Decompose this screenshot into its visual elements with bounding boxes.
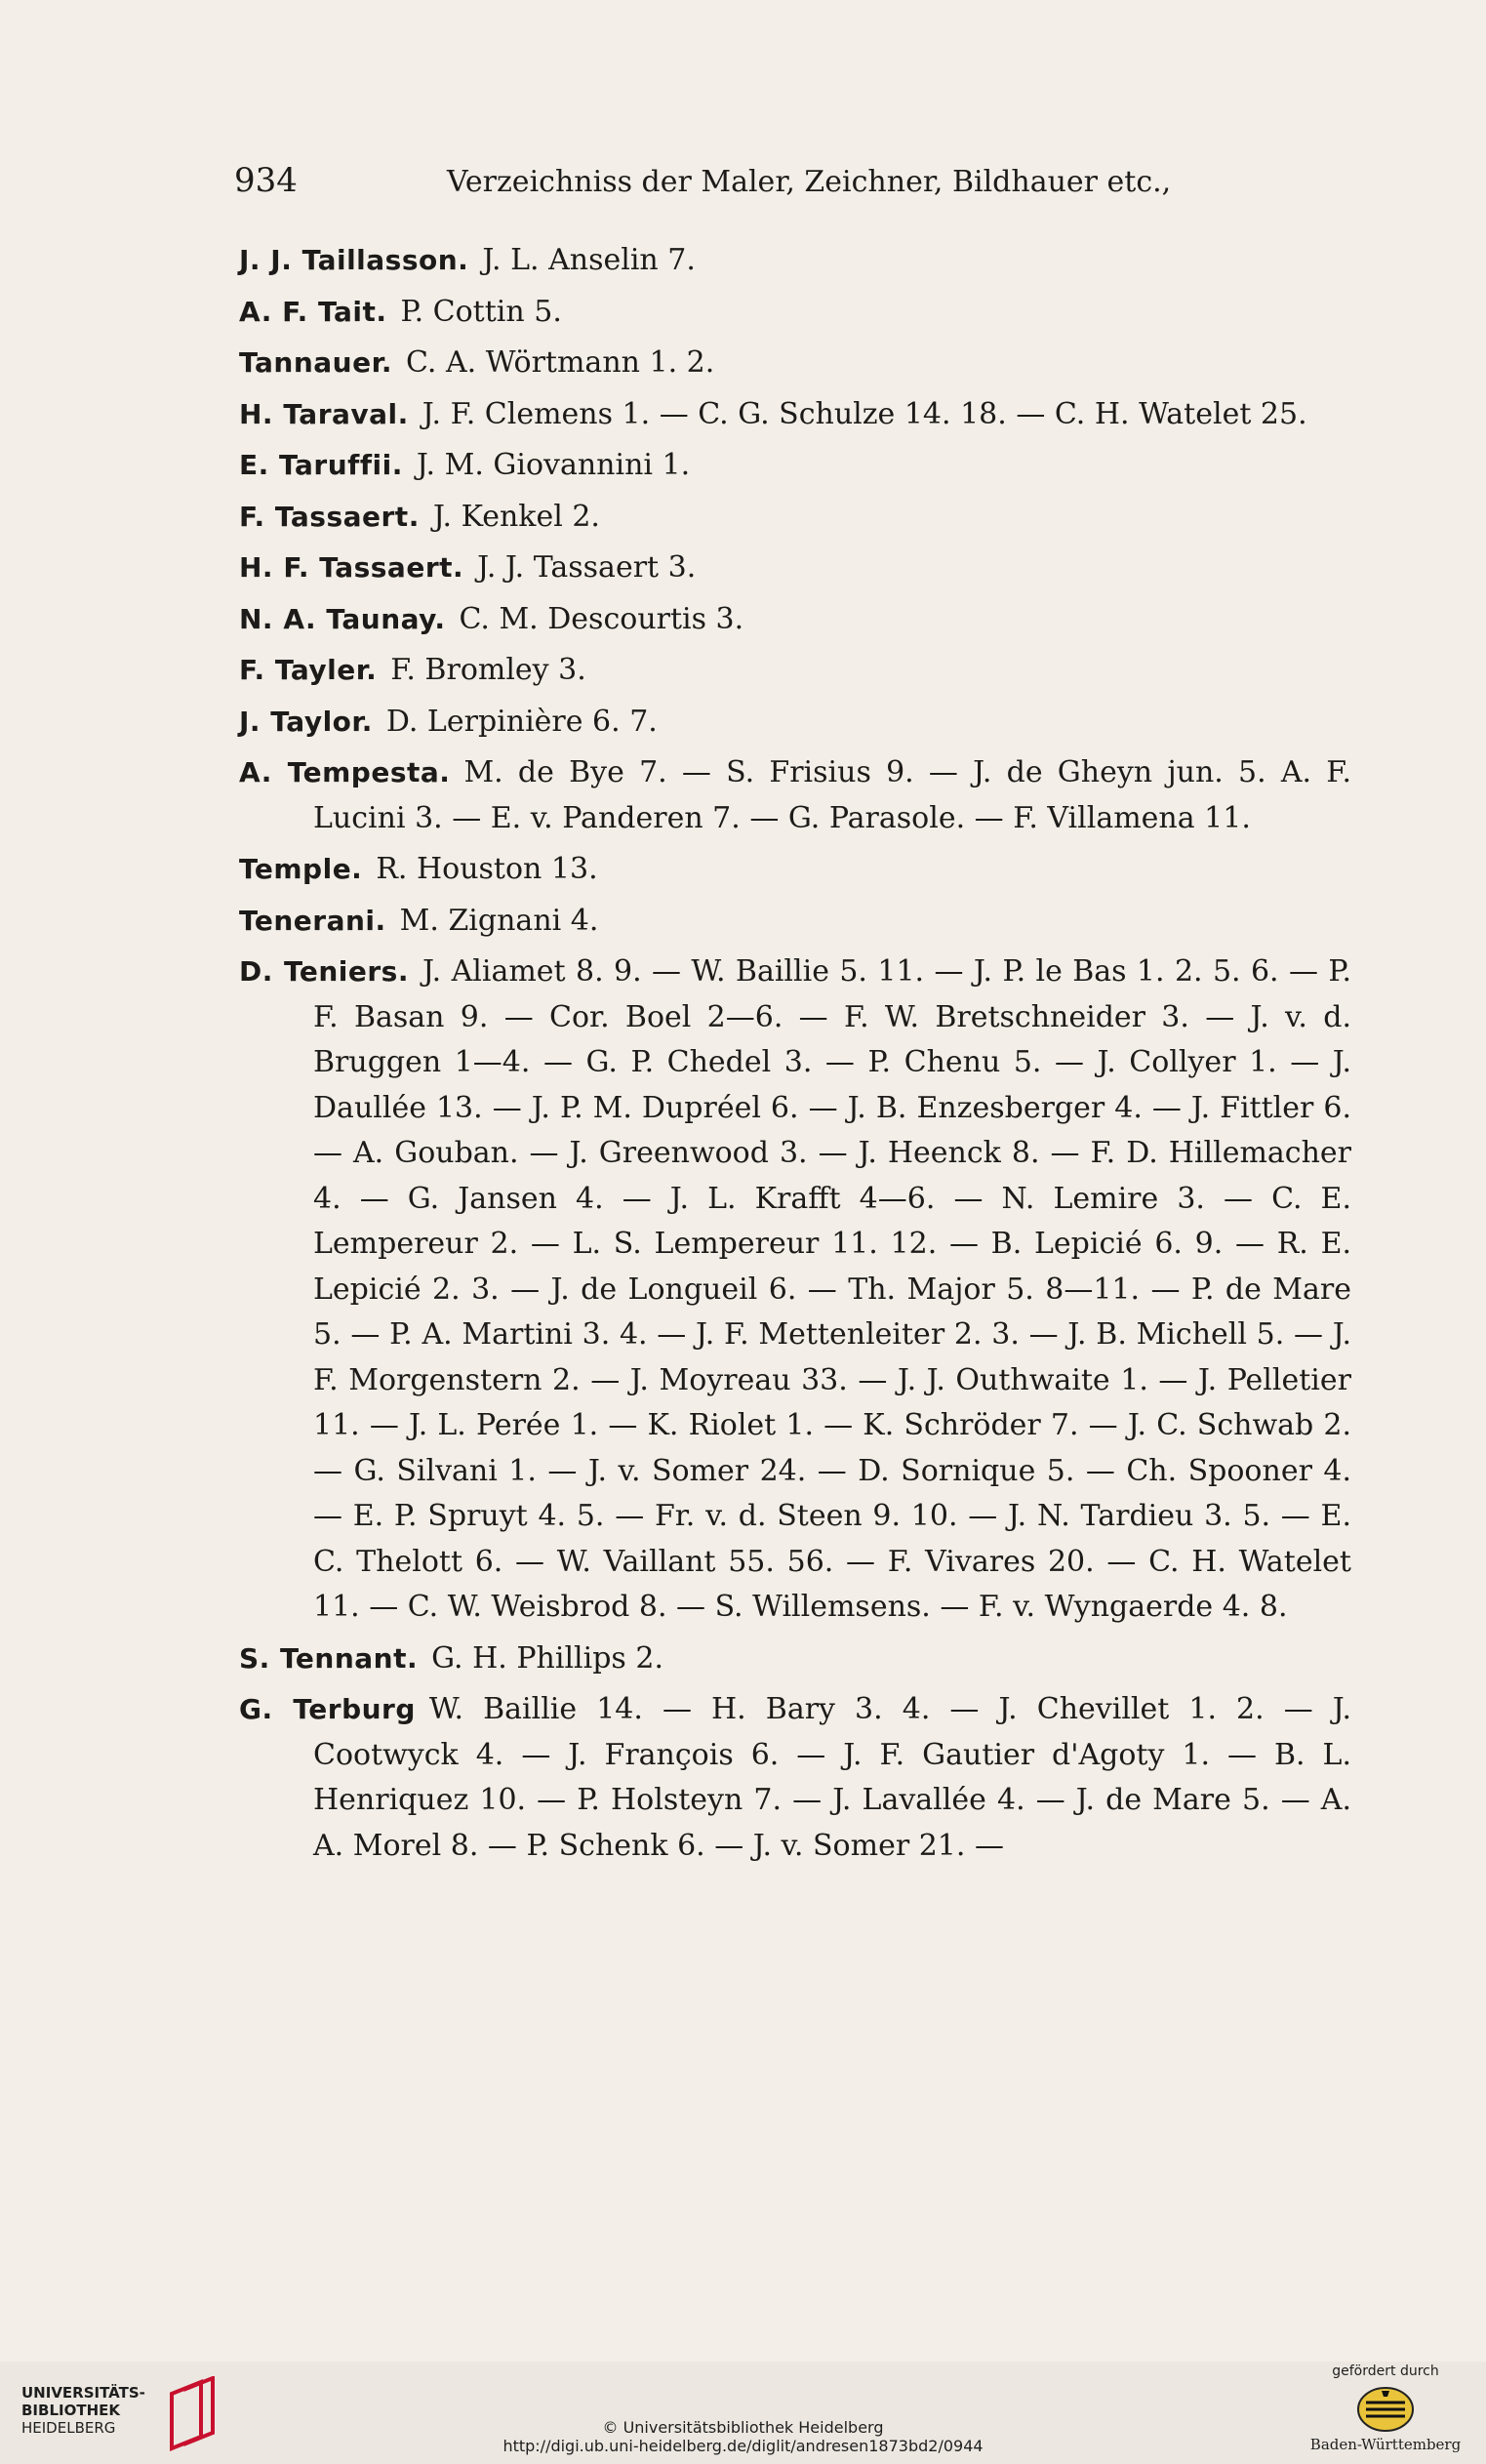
engraver-references: R. Houston 13. — [376, 852, 598, 886]
engraver-references: C. M. Descourtis 3. — [459, 601, 744, 636]
artist-index-list — [239, 238, 1351, 1875]
index-entry — [239, 1687, 1351, 1869]
index-entry — [239, 648, 1351, 694]
permalink-url[interactable]: http://digi.ub.uni-heidelberg.de/diglit/andresen1873bd2/0944 — [502, 2437, 984, 2455]
index-entry — [239, 847, 1351, 893]
engraver-references: J. Kenkel 2. — [432, 499, 600, 534]
artist-name: F. Tassaert. — [239, 500, 420, 533]
funding-notice — [1298, 2363, 1473, 2461]
library-name-line2: BIBLIOTHEK — [21, 2402, 120, 2419]
running-title: Verzeichniss der Maler, Zeichner, Bildhauer etc., — [447, 165, 1172, 199]
index-entry — [239, 341, 1351, 386]
copyright-notice: © Universitätsbibliothek Heidelberg — [602, 2418, 884, 2437]
index-entry — [239, 949, 1351, 1631]
artist-name: N. A. Taunay. — [239, 602, 446, 635]
artist-name: Temple. — [239, 853, 363, 885]
artist-name: G. Terburg — [239, 1693, 416, 1725]
index-entry — [239, 750, 1351, 841]
engraver-references: C. A. Wörtmann 1. 2. — [406, 345, 715, 380]
artist-name: A. F. Tait. — [239, 295, 387, 328]
index-entry — [239, 899, 1351, 945]
state-coat-of-arms-icon — [1356, 2385, 1415, 2434]
index-entry — [239, 238, 1351, 284]
index-entry — [239, 290, 1351, 336]
index-entry — [239, 392, 1351, 438]
artist-name: S. Tennant. — [239, 1641, 419, 1675]
artist-name: J. J. Taillasson. — [239, 244, 469, 276]
artist-name: H. F. Tassaert. — [239, 551, 464, 584]
engraver-references: G. H. Phillips 2. — [431, 1640, 663, 1676]
index-entry — [239, 700, 1351, 746]
page-header — [234, 161, 1356, 210]
engraver-references: M. Zignani 4. — [399, 903, 599, 938]
engraver-references: M. de Bye 7. — S. Frisius 9. — J. de Gheyn jun. 5. A. F. Lucini 3. — E. v. Panderen 7. — G. Parasole. — F. Villamena 11. — [313, 755, 1351, 835]
artist-name: A. Tempesta. — [239, 756, 451, 788]
state-name: Baden-Württemberg — [1309, 2436, 1462, 2453]
library-name-line3: HEIDELBERG — [21, 2419, 116, 2437]
artist-name: Tannauer. — [239, 346, 393, 379]
artist-name: E. Taruffii. — [239, 449, 403, 481]
index-entry — [239, 495, 1351, 541]
index-entry — [239, 443, 1351, 489]
funded-by-label: gefördert durch — [1332, 2363, 1439, 2379]
engraver-references: J. M. Giovannini 1. — [416, 448, 691, 482]
page-number: 934 — [234, 161, 298, 200]
engraver-references: F. Bromley 3. — [390, 653, 586, 687]
engraver-references: J. L. Anselin 7. — [482, 243, 696, 277]
engraver-references: J. F. Clemens 1. — C. G. Schulze 14. 18. — C. H. Watelet 25. — [422, 396, 1307, 431]
artist-name: J. Taylor. — [239, 705, 373, 738]
artist-name: F. Tayler. — [239, 654, 378, 686]
index-entry — [239, 545, 1351, 591]
engraver-references: D. Lerpinière 6. 7. — [385, 704, 658, 739]
engraver-references: W. Baillie 14. — H. Bary 3. 4. — J. Chevillet 1. 2. — J. Cootwyck 4. — J. François 6. — J. F. Gautier d'Agoty 1. — B. L. Henriquez 10. — P. Holsteyn 7. — J. Lavallée 4. — J. de Mare 5. — A. A. Morel 8. — P. Schenk 6. — J. v. Somer 21. — — [313, 1692, 1352, 1863]
library-name-line1: UNIVERSITÄTS- — [21, 2384, 145, 2402]
artist-name: H. Taraval. — [239, 397, 409, 430]
index-entry — [239, 1636, 1351, 1682]
engraver-references: J. J. Tassaert 3. — [477, 550, 697, 585]
artist-name: D. Teniers. — [239, 955, 409, 988]
artist-name: Tenerani. — [239, 904, 386, 937]
engraver-references: P. Cottin 5. — [400, 294, 562, 329]
engraver-references: J. Aliamet 8. 9. — W. Baillie 5. 11. — J. P. le Bas 1. 2. 5. 6. — P. F. Basan 9. — Cor. Boel 2—6. — F. W. Bretschneider 3. — J. v. d. Bruggen 1—4. — G. P. Chedel 3. — P. Chenu 5. — J. Collyer 1. — J. Daullée 13. — J. P. M. Dupréel 6. — J. B. Enzesberger 4. — J. Fittler 6. — A. Gouban. — J. Greenwood 3. — J. Heenck 8. — F. D. Hillemacher 4. — G. Jansen 4. — J. L. Krafft 4—6. — N. Lemire 3. — C. E. Lempereur 2. — L. S. Lempereur 11. 12. — B. Lepicié 6. 9. — R. E. Lepicié 2. 3. — J. de Longueil 6. — Th. Major 5. 8—11. — P. de Mare 5. — P. A. Martini 3. 4. — J. F. Mettenleiter 2. 3. — J. B. Michell 5. — J. F. Morgenstern 2. — J. Moyreau 33. — J. J. Outhwaite 1. — J. Pelletier 11. — J. L. Perée 1. — K. Riolet 1. — K. Schröder 7. — J. C. Schwab 2. — G. Silvani 1. — J. v. Somer 24. — D. Sornique 5. — Ch. Spooner 4. — E. P. Spruyt 4. 5. — Fr. v. d. Steen 9. 10. — J. N. Tardieu 3. 5. — E. C. Thelott 6. — W. Vaillant 55. 56. — F. Vivares 20. — C. H. Watelet 11. — C. W. Weisbrod 8. — S. Willemsens. — F. v. Wyngaerde 4. 8. — [313, 954, 1351, 1624]
index-entry — [239, 597, 1351, 643]
